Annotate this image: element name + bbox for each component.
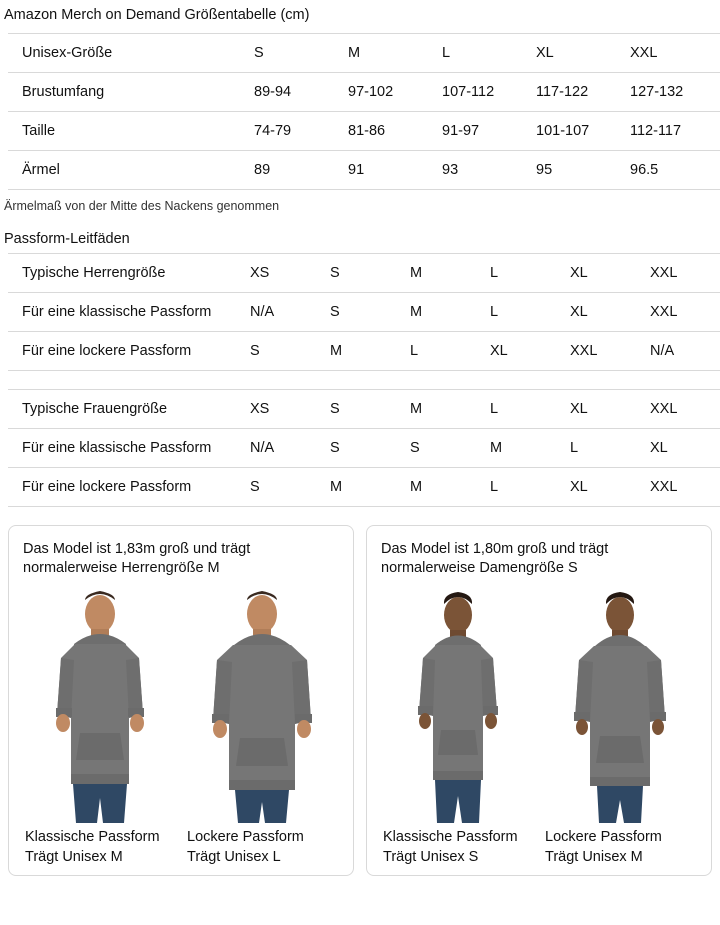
table-row xyxy=(8,150,720,189)
cell-mens-classic-5: XL xyxy=(570,292,650,331)
column-header-m: M xyxy=(348,33,442,72)
measurements-table xyxy=(8,33,720,190)
cell-waist-xl: 101-107 xyxy=(536,111,630,150)
cell-mens-relaxed-2: M xyxy=(330,331,410,370)
male-classic-fit-title: Klassische Passform xyxy=(25,828,160,845)
fit-guides-label: Passform-Leitfäden xyxy=(4,230,130,247)
cell-womens-relaxed-6: XXL xyxy=(650,467,720,506)
female-classic-fit-sub: Trägt Unisex S xyxy=(383,848,479,865)
male-relaxed-fit-title: Lockere Passform xyxy=(187,828,304,845)
cell-mens-typical-2: S xyxy=(330,253,410,292)
cell-sleeve-xl: 95 xyxy=(536,150,630,189)
cell-mens-classic-1: N/A xyxy=(250,292,330,331)
male-classic-fit-sub: Trägt Unisex M xyxy=(25,848,123,865)
row-label-typical-mens-size: Typische Herrengröße xyxy=(8,253,250,292)
female-classic-fit-figure xyxy=(381,588,535,865)
row-label-sleeve: Ärmel xyxy=(8,150,254,189)
male-hoodie-relaxed-illustration xyxy=(187,588,337,823)
cell-chest-xxl: 127-132 xyxy=(630,72,720,111)
cell-mens-typical-4: L xyxy=(490,253,570,292)
cell-womens-relaxed-2: M xyxy=(330,467,410,506)
female-hoodie-classic-illustration xyxy=(383,588,533,823)
row-label-typical-womens-size: Typische Frauengröße xyxy=(8,389,250,428)
table-row xyxy=(8,72,720,111)
cell-womens-classic-1: N/A xyxy=(250,428,330,467)
cell-womens-typical-6: XXL xyxy=(650,389,720,428)
table-row xyxy=(8,292,720,331)
female-relaxed-fit-title: Lockere Passform xyxy=(545,828,662,845)
cell-womens-relaxed-3: M xyxy=(410,467,490,506)
cell-mens-relaxed-6: N/A xyxy=(650,331,720,370)
table-row xyxy=(8,389,720,428)
female-model-card xyxy=(366,525,712,876)
sleeve-measurement-note: Ärmelmaß von der Mitte des Nackens genommen xyxy=(4,198,280,213)
table-row xyxy=(8,253,720,292)
cell-chest-s: 89-94 xyxy=(254,72,348,111)
cell-waist-xxl: 112-117 xyxy=(630,111,720,150)
male-hoodie-classic-illustration xyxy=(25,588,175,823)
cell-mens-typical-1: XS xyxy=(250,253,330,292)
cell-chest-l: 107-112 xyxy=(442,72,536,111)
table-row xyxy=(8,428,720,467)
cell-mens-classic-3: M xyxy=(410,292,490,331)
row-label-mens-relaxed-fit: Für eine lockere Passform xyxy=(8,331,250,370)
cell-womens-relaxed-5: XL xyxy=(570,467,650,506)
column-header-xl: XL xyxy=(536,33,630,72)
cell-womens-typical-3: M xyxy=(410,389,490,428)
male-figures xyxy=(23,588,339,865)
model-cards xyxy=(8,525,712,876)
male-relaxed-fit-figure xyxy=(185,588,339,865)
table-row xyxy=(8,467,720,506)
male-model-card xyxy=(8,525,354,876)
cell-mens-classic-6: XXL xyxy=(650,292,720,331)
row-label-womens-relaxed-fit: Für eine lockere Passform xyxy=(8,467,250,506)
table-row xyxy=(8,111,720,150)
female-model-caption: Das Model ist 1,80m groß und trägt normalerweise Damengröße S xyxy=(381,540,609,577)
cell-mens-typical-5: XL xyxy=(570,253,650,292)
cell-womens-classic-2: S xyxy=(330,428,410,467)
mens-fit-table xyxy=(8,253,720,371)
cell-waist-m: 81-86 xyxy=(348,111,442,150)
cell-womens-classic-3: S xyxy=(410,428,490,467)
cell-mens-relaxed-1: S xyxy=(250,331,330,370)
cell-womens-typical-1: XS xyxy=(250,389,330,428)
cell-mens-typical-6: XXL xyxy=(650,253,720,292)
table-header-row xyxy=(8,33,720,72)
male-classic-fit-figure xyxy=(23,588,177,865)
cell-chest-m: 97-102 xyxy=(348,72,442,111)
cell-womens-typical-2: S xyxy=(330,389,410,428)
cell-mens-relaxed-5: XXL xyxy=(570,331,650,370)
cell-mens-relaxed-3: L xyxy=(410,331,490,370)
cell-womens-classic-4: M xyxy=(490,428,570,467)
row-label-womens-classic-fit: Für eine klassische Passform xyxy=(8,428,250,467)
cell-sleeve-xxl: 96.5 xyxy=(630,150,720,189)
table-row xyxy=(8,331,720,370)
cell-womens-classic-6: XL xyxy=(650,428,720,467)
womens-fit-table xyxy=(8,389,720,507)
female-classic-fit-title: Klassische Passform xyxy=(383,828,518,845)
cell-sleeve-m: 91 xyxy=(348,150,442,189)
female-relaxed-fit-sub: Trägt Unisex M xyxy=(545,848,643,865)
cell-sleeve-s: 89 xyxy=(254,150,348,189)
male-relaxed-fit-sub: Trägt Unisex L xyxy=(187,848,281,865)
cell-womens-relaxed-4: L xyxy=(490,467,570,506)
female-relaxed-fit-figure xyxy=(543,588,697,865)
row-label-chest: Brustumfang xyxy=(8,72,254,111)
page-title: Amazon Merch on Demand Größentabelle (cm) xyxy=(4,7,310,23)
female-hoodie-relaxed-illustration xyxy=(545,588,695,823)
cell-womens-typical-4: L xyxy=(490,389,570,428)
column-header-l: L xyxy=(442,33,536,72)
cell-waist-s: 74-79 xyxy=(254,111,348,150)
cell-mens-classic-4: L xyxy=(490,292,570,331)
row-label-waist: Taille xyxy=(8,111,254,150)
cell-womens-typical-5: XL xyxy=(570,389,650,428)
table-separator xyxy=(0,371,720,389)
cell-mens-classic-2: S xyxy=(330,292,410,331)
row-label-mens-classic-fit: Für eine klassische Passform xyxy=(8,292,250,331)
cell-mens-typical-3: M xyxy=(410,253,490,292)
male-model-caption: Das Model ist 1,83m groß und trägt normalerweise Herrengröße M xyxy=(23,540,251,577)
cell-womens-relaxed-1: S xyxy=(250,467,330,506)
column-header-unisex-size: Unisex-Größe xyxy=(8,33,254,72)
cell-waist-l: 91-97 xyxy=(442,111,536,150)
female-figures xyxy=(381,588,697,865)
column-header-s: S xyxy=(254,33,348,72)
cell-womens-classic-5: L xyxy=(570,428,650,467)
cell-mens-relaxed-4: XL xyxy=(490,331,570,370)
cell-chest-xl: 117-122 xyxy=(536,72,630,111)
column-header-xxl: XXL xyxy=(630,33,720,72)
cell-sleeve-l: 93 xyxy=(442,150,536,189)
